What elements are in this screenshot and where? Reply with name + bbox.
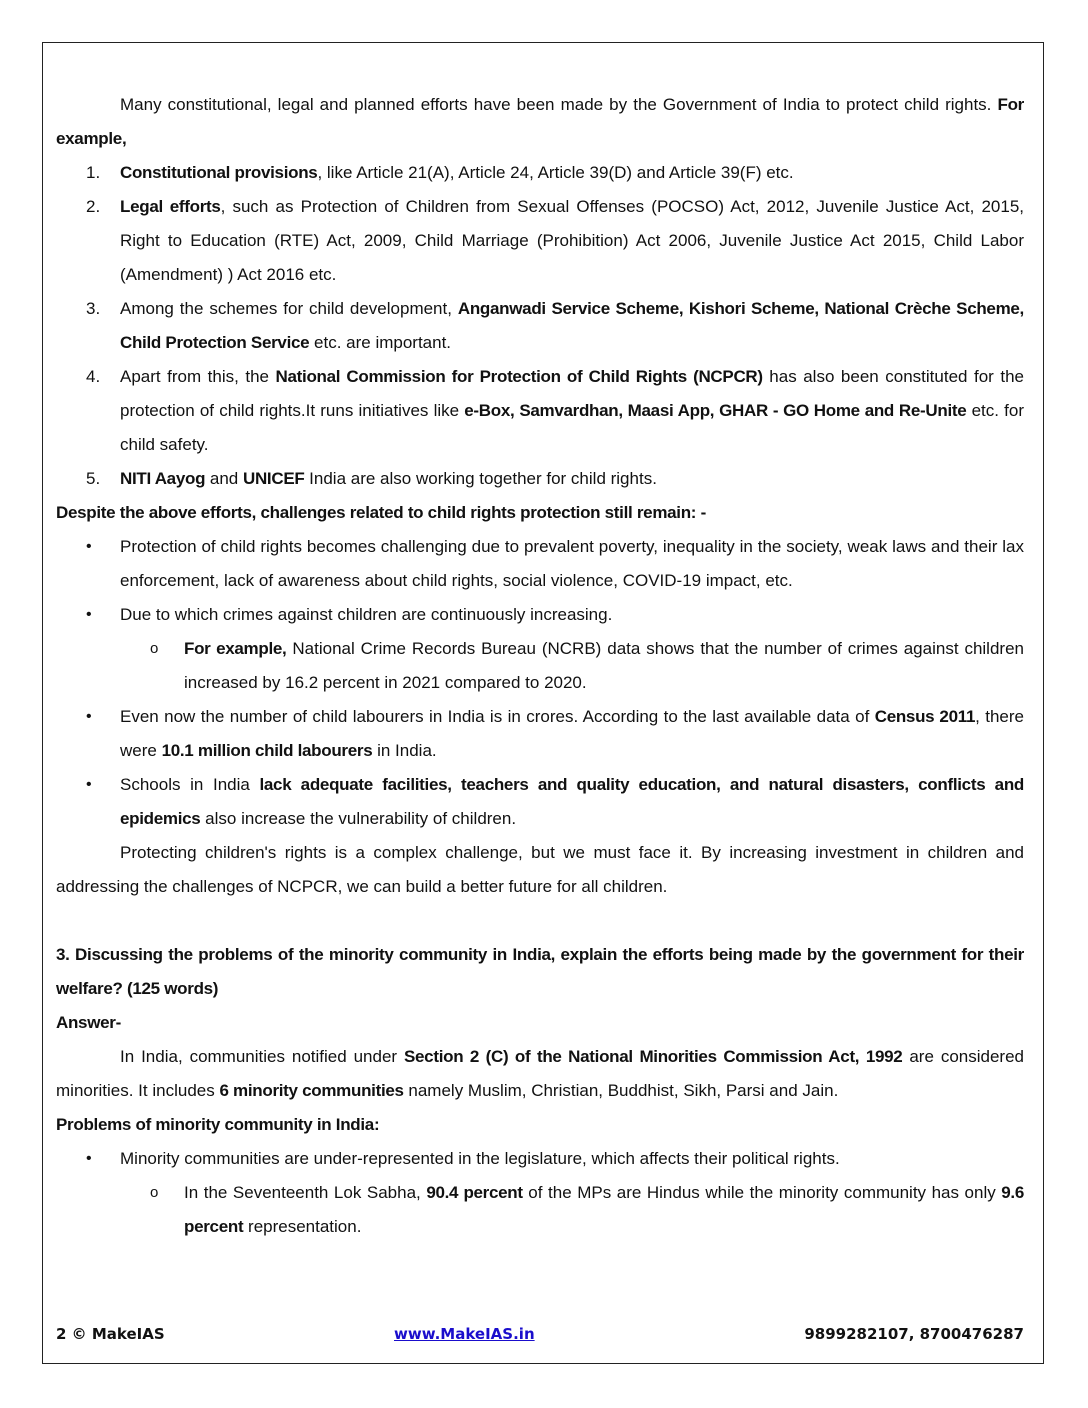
list-item: • Minority communities are under-represented in the legislature, which affects their political rights. [56, 1142, 1024, 1176]
bullet-icon: • [86, 606, 92, 623]
challenges-sublist [56, 632, 1024, 700]
list-item: • Even now the number of child labourers in India is in crores. According to the last available data of Census 2011, there were 10.1 million child labourers in India. [56, 700, 1024, 768]
list-item: 3. Among the schemes for child development, Anganwadi Service Scheme, Kishori Scheme, National Crèche Scheme, Child Protection Service etc. are important. [86, 299, 1024, 352]
spacer [56, 904, 1024, 938]
list-item: o For example, National Crime Records Bureau (NCRB) data shows that the number of crimes against children increased by 16.2 percent in 2021 compared to 2020. [56, 632, 1024, 700]
list-item: 5. NITI Aayog and UNICEF India are also working together for child rights. [86, 469, 657, 488]
list-item: o In the Seventeenth Lok Sabha, 90.4 percent of the MPs are Hindus while the minority community has only 9.6 percent representation. [56, 1176, 1024, 1244]
document-body [56, 88, 1024, 1244]
problems-heading: Problems of minority community in India: [56, 1115, 380, 1134]
list-item: • Due to which crimes against children are continuously increasing. [56, 598, 1024, 632]
intro-bold: For example, [56, 95, 1024, 148]
bullet-icon: • [86, 538, 92, 555]
conclusion-paragraph: Protecting children's rights is a complex challenge, but we must face it. By increasing investment in children and addressing the challenges of NCPCR, we can build a better future for all children. [56, 843, 1024, 896]
footer-phone-numbers: 9899282107, 8700476287 [804, 1325, 1024, 1343]
problems-list [56, 1142, 1024, 1176]
footer-page-copyright: 2 © MakeIAS [56, 1325, 165, 1343]
challenges-list [56, 530, 1024, 632]
efforts-list [56, 156, 1024, 496]
bullet-icon: • [86, 1150, 92, 1167]
list-item: • Protection of child rights becomes challenging due to prevalent poverty, inequality in the society, weak laws and their lax enforcement, lack of awareness about child rights, social violence, COVID-19 impact, etc. [56, 530, 1024, 598]
problems-sublist [56, 1176, 1024, 1244]
footer-website-link[interactable]: www.MakeIAS.in [394, 1325, 535, 1343]
challenges-list-cont [56, 700, 1024, 836]
answer-paragraph: In India, communities notified under Section 2 (C) of the National Minorities Commission Act, 1992 are considered minorities. It includes 6 minority communities namely Muslim, Christian, Buddhist, Sikh, Parsi and Jain. [56, 1047, 1024, 1100]
intro-paragraph [56, 88, 1024, 156]
question-heading: 3. Discussing the problems of the minority community in India, explain the efforts being made by the government for their welfare? (125 words) [56, 945, 1024, 998]
answer-label: Answer- [56, 1013, 121, 1032]
list-item: 1. Constitutional provisions, like Article 21(A), Article 24, Article 39(D) and Article 39(F) etc. [86, 163, 794, 182]
intro-text: Many constitutional, legal and planned efforts have been made by the Government of India to protect child rights. [120, 95, 992, 114]
bullet-icon: • [86, 776, 92, 793]
list-item: • Schools in India lack adequate facilities, teachers and quality education, and natural disasters, conflicts and epidemics also increase the vulnerability of children. [56, 768, 1024, 836]
page-footer [56, 1319, 1024, 1349]
challenges-heading: Despite the above efforts, challenges related to child rights protection still remain: - [56, 503, 706, 522]
list-item: 2. Legal efforts, such as Protection of Children from Sexual Offenses (POCSO) Act, 2012, Juvenile Justice Act, 2015, Right to Education (RTE) Act, 2009, Child Marriage (Prohibition) Act 2006, Juvenile Justice Act 2015, Child Labor (Amendment) ) Act 2016 etc. [86, 197, 1025, 284]
sub-bullet-icon: o [150, 1184, 159, 1201]
bullet-icon: • [86, 708, 92, 725]
list-item: 4. Apart from this, the National Commission for Protection of Child Rights (NCPCR) has also been constituted for the protection of child rights.It runs initiatives like e-Box, Samvardhan, Maasi App, GHAR - GO Home and Re-Unite etc. for child safety. [86, 367, 1024, 454]
sub-bullet-icon: o [150, 640, 159, 657]
